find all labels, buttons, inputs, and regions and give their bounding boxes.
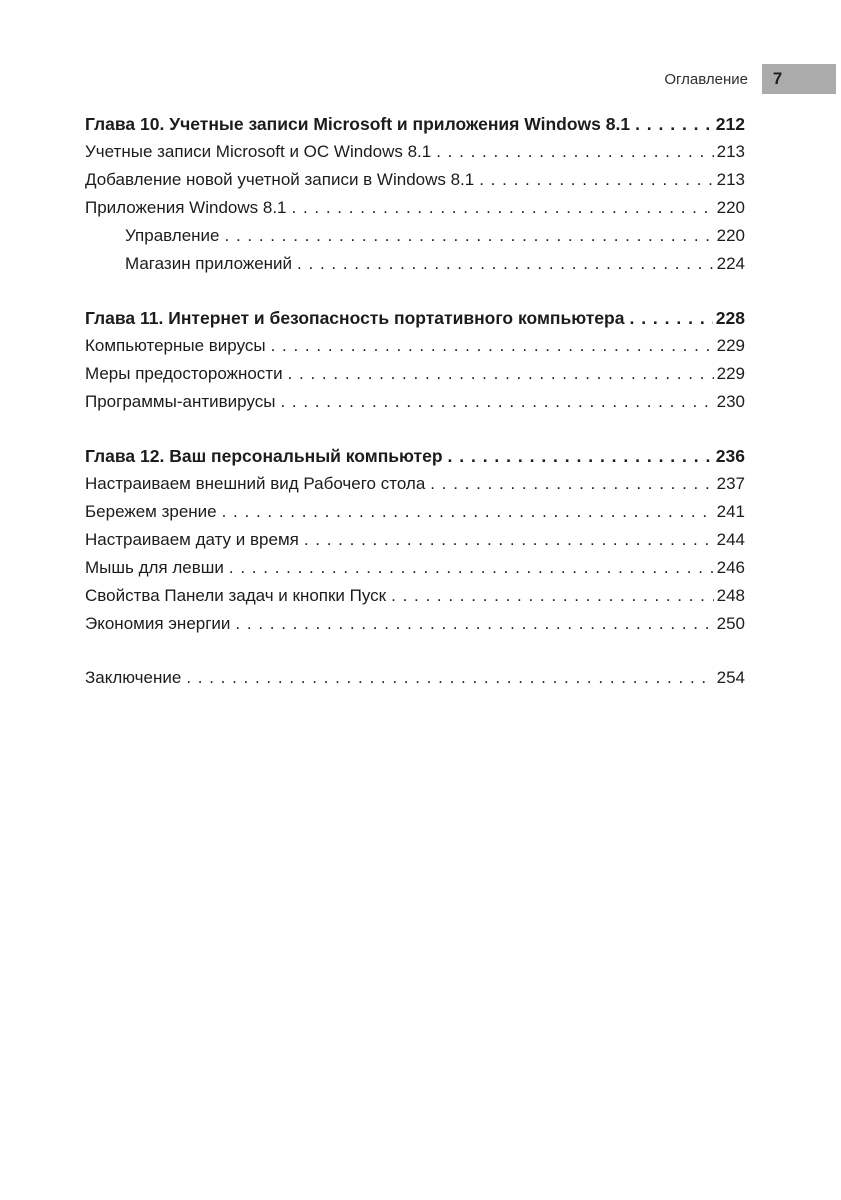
toc-entry — [85, 470, 745, 498]
toc-entry — [85, 222, 745, 250]
toc-entry — [85, 138, 745, 166]
dot-leader — [235, 610, 713, 638]
toc-entry-page: 224 — [716, 254, 745, 273]
page-header — [85, 64, 836, 94]
toc-entry-label: Программы-антивирусы — [85, 392, 276, 411]
toc-entry-label: Настраиваем внешний вид Рабочего стола — [85, 474, 426, 493]
toc-entry — [85, 110, 745, 138]
toc-entry-page: 244 — [716, 530, 745, 549]
dot-leader — [225, 222, 714, 250]
toc-entry-page: 254 — [716, 668, 745, 687]
toc-entry-label: Компьютерные вирусы — [85, 336, 266, 355]
toc-entry-label: Учетные записи Microsoft и ОС Windows 8.1 — [85, 142, 432, 161]
dot-leader — [436, 138, 713, 166]
toc-entry-label: Глава 12. Ваш персональный компьютер — [85, 446, 443, 466]
toc-entry-label: Магазин приложений — [125, 254, 293, 273]
toc-entry — [85, 194, 745, 222]
toc-entry — [85, 498, 745, 526]
toc-entry-page: 241 — [716, 502, 745, 521]
toc-entry-page: 220 — [716, 226, 745, 245]
toc-entry — [85, 526, 745, 554]
toc-entry — [85, 610, 745, 638]
dot-leader — [229, 554, 714, 582]
toc-entry — [85, 664, 745, 692]
dot-leader — [391, 582, 714, 610]
toc-entry — [85, 388, 745, 416]
dot-leader — [448, 442, 713, 470]
dot-leader — [288, 360, 714, 388]
toc-entry — [85, 250, 745, 278]
toc-entry-label: Экономия энергии — [85, 614, 231, 633]
toc-list — [85, 110, 745, 692]
toc-entry-label: Настраиваем дату и время — [85, 530, 299, 549]
toc-entry-label: Управление — [125, 226, 220, 245]
toc-entry-label: Заключение — [85, 668, 182, 687]
toc-entry-page: 236 — [715, 446, 745, 466]
toc-entry-label: Глава 11. Интернет и безопасность портативного компьютера — [85, 308, 625, 328]
toc-entry-page: 230 — [716, 392, 745, 411]
toc-entry-page: 213 — [716, 142, 745, 161]
dot-leader — [280, 388, 713, 416]
dot-leader — [271, 332, 714, 360]
toc-entry-page: 237 — [716, 474, 745, 493]
dot-leader — [629, 304, 712, 332]
running-head-title: Оглавление — [664, 70, 748, 88]
dot-leader — [479, 166, 713, 194]
toc-entry-page: 229 — [716, 336, 745, 355]
toc-entry — [85, 582, 745, 610]
toc-entry-label: Бережем зрение — [85, 502, 217, 521]
toc-entry — [85, 442, 745, 470]
dot-leader — [186, 664, 713, 692]
dot-leader — [222, 498, 714, 526]
toc-entry-label: Глава 10. Учетные записи Microsoft и приложения Windows 8.1 — [85, 114, 631, 134]
toc-entry — [85, 332, 745, 360]
dot-leader — [297, 250, 714, 278]
dot-leader — [635, 110, 713, 138]
toc-entry-label: Мышь для левши — [85, 558, 224, 577]
toc-entry-label: Свойства Панели задач и кнопки Пуск — [85, 586, 387, 605]
toc-entry-page: 229 — [716, 364, 745, 383]
toc-entry — [85, 166, 745, 194]
page-number-badge — [762, 64, 836, 94]
toc-entry-page: 228 — [715, 308, 745, 328]
toc-entry-page: 213 — [716, 170, 745, 189]
toc-entry-label: Добавление новой учетной записи в Windows 8.1 — [85, 170, 475, 189]
toc-entry — [85, 304, 745, 332]
toc-entry-page: 248 — [716, 586, 745, 605]
dot-leader — [292, 194, 714, 222]
toc-entry-page: 220 — [716, 198, 745, 217]
toc-entry-label: Приложения Windows 8.1 — [85, 198, 287, 217]
toc-entry-label: Меры предосторожности — [85, 364, 283, 383]
toc-entry-page: 246 — [716, 558, 745, 577]
dot-leader — [304, 526, 714, 554]
toc-entry — [85, 360, 745, 388]
toc-entry-page: 250 — [716, 614, 745, 633]
page-number: 7 — [773, 69, 783, 88]
dot-leader — [430, 470, 713, 498]
toc-entry-page: 212 — [715, 114, 745, 134]
toc-entry — [85, 554, 745, 582]
